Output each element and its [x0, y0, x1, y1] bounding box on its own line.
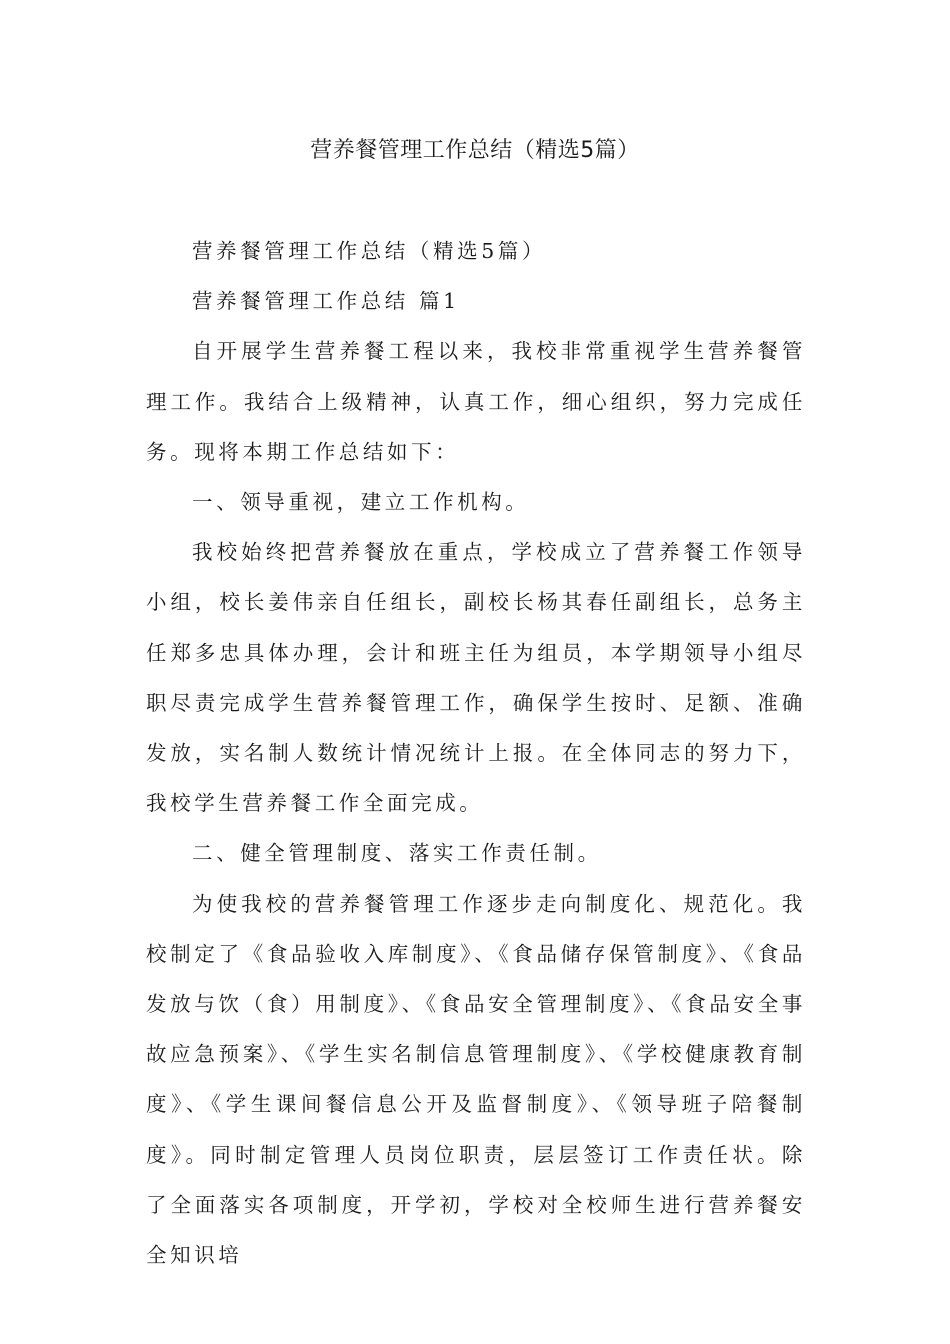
paragraph-heading-2: 二、健全管理制度、落实工作责任制。	[192, 841, 602, 866]
paragraph-heading-1: 一、领导重视，建立工作机构。	[192, 490, 530, 515]
paragraph-leadership: 我校始终把营养餐放在重点，学校成立了营养餐工作领导小组，校长姜伟亲自任组长，副校长杨其春任副组长，总务主任郑多忠具体办理，会计和班主任为组员，本学期领导小组尽职尽责完成学生营养餐管理工作，确保学生按时、足额、准确发放，实名制人数统计情况统计上报。在全体同志的努力下，我校学生营养餐工作全面完成。	[146, 540, 806, 816]
document-body	[146, 226, 806, 1280]
paragraph-regulations: 为使我校的营养餐管理工作逐步走向制度化、规范化。我校制定了《食品验收入库制度》、《食品储存保管制度》、《食品发放与饮（食）用制度》、《食品安全管理制度》、《食品安全事故应急预案》、《学生实名制信息管理制度》、《学校健康教育制度》、《学生课间餐信息公开及监督制度》、《领导班子陪餐制度》。同时制定管理人员岗位职责，层层签订工作责任状。除了全面落实各项制度，开学初，学校对全校师生进行营养餐安全知识培	[146, 891, 806, 1268]
paragraph-section-heading: 营养餐管理工作总结 篇1	[192, 289, 460, 314]
document-title: 营养餐管理工作总结（精选5篇）	[310, 138, 640, 163]
paragraph-subtitle: 营养餐管理工作总结（精选5篇）	[192, 239, 547, 263]
paragraph-intro: 自开展学生营养餐工程以来，我校非常重视学生营养餐管理工作。我结合上级精神，认真工作，细心组织，努力完成任务。现将本期工作总结如下：	[146, 339, 806, 464]
